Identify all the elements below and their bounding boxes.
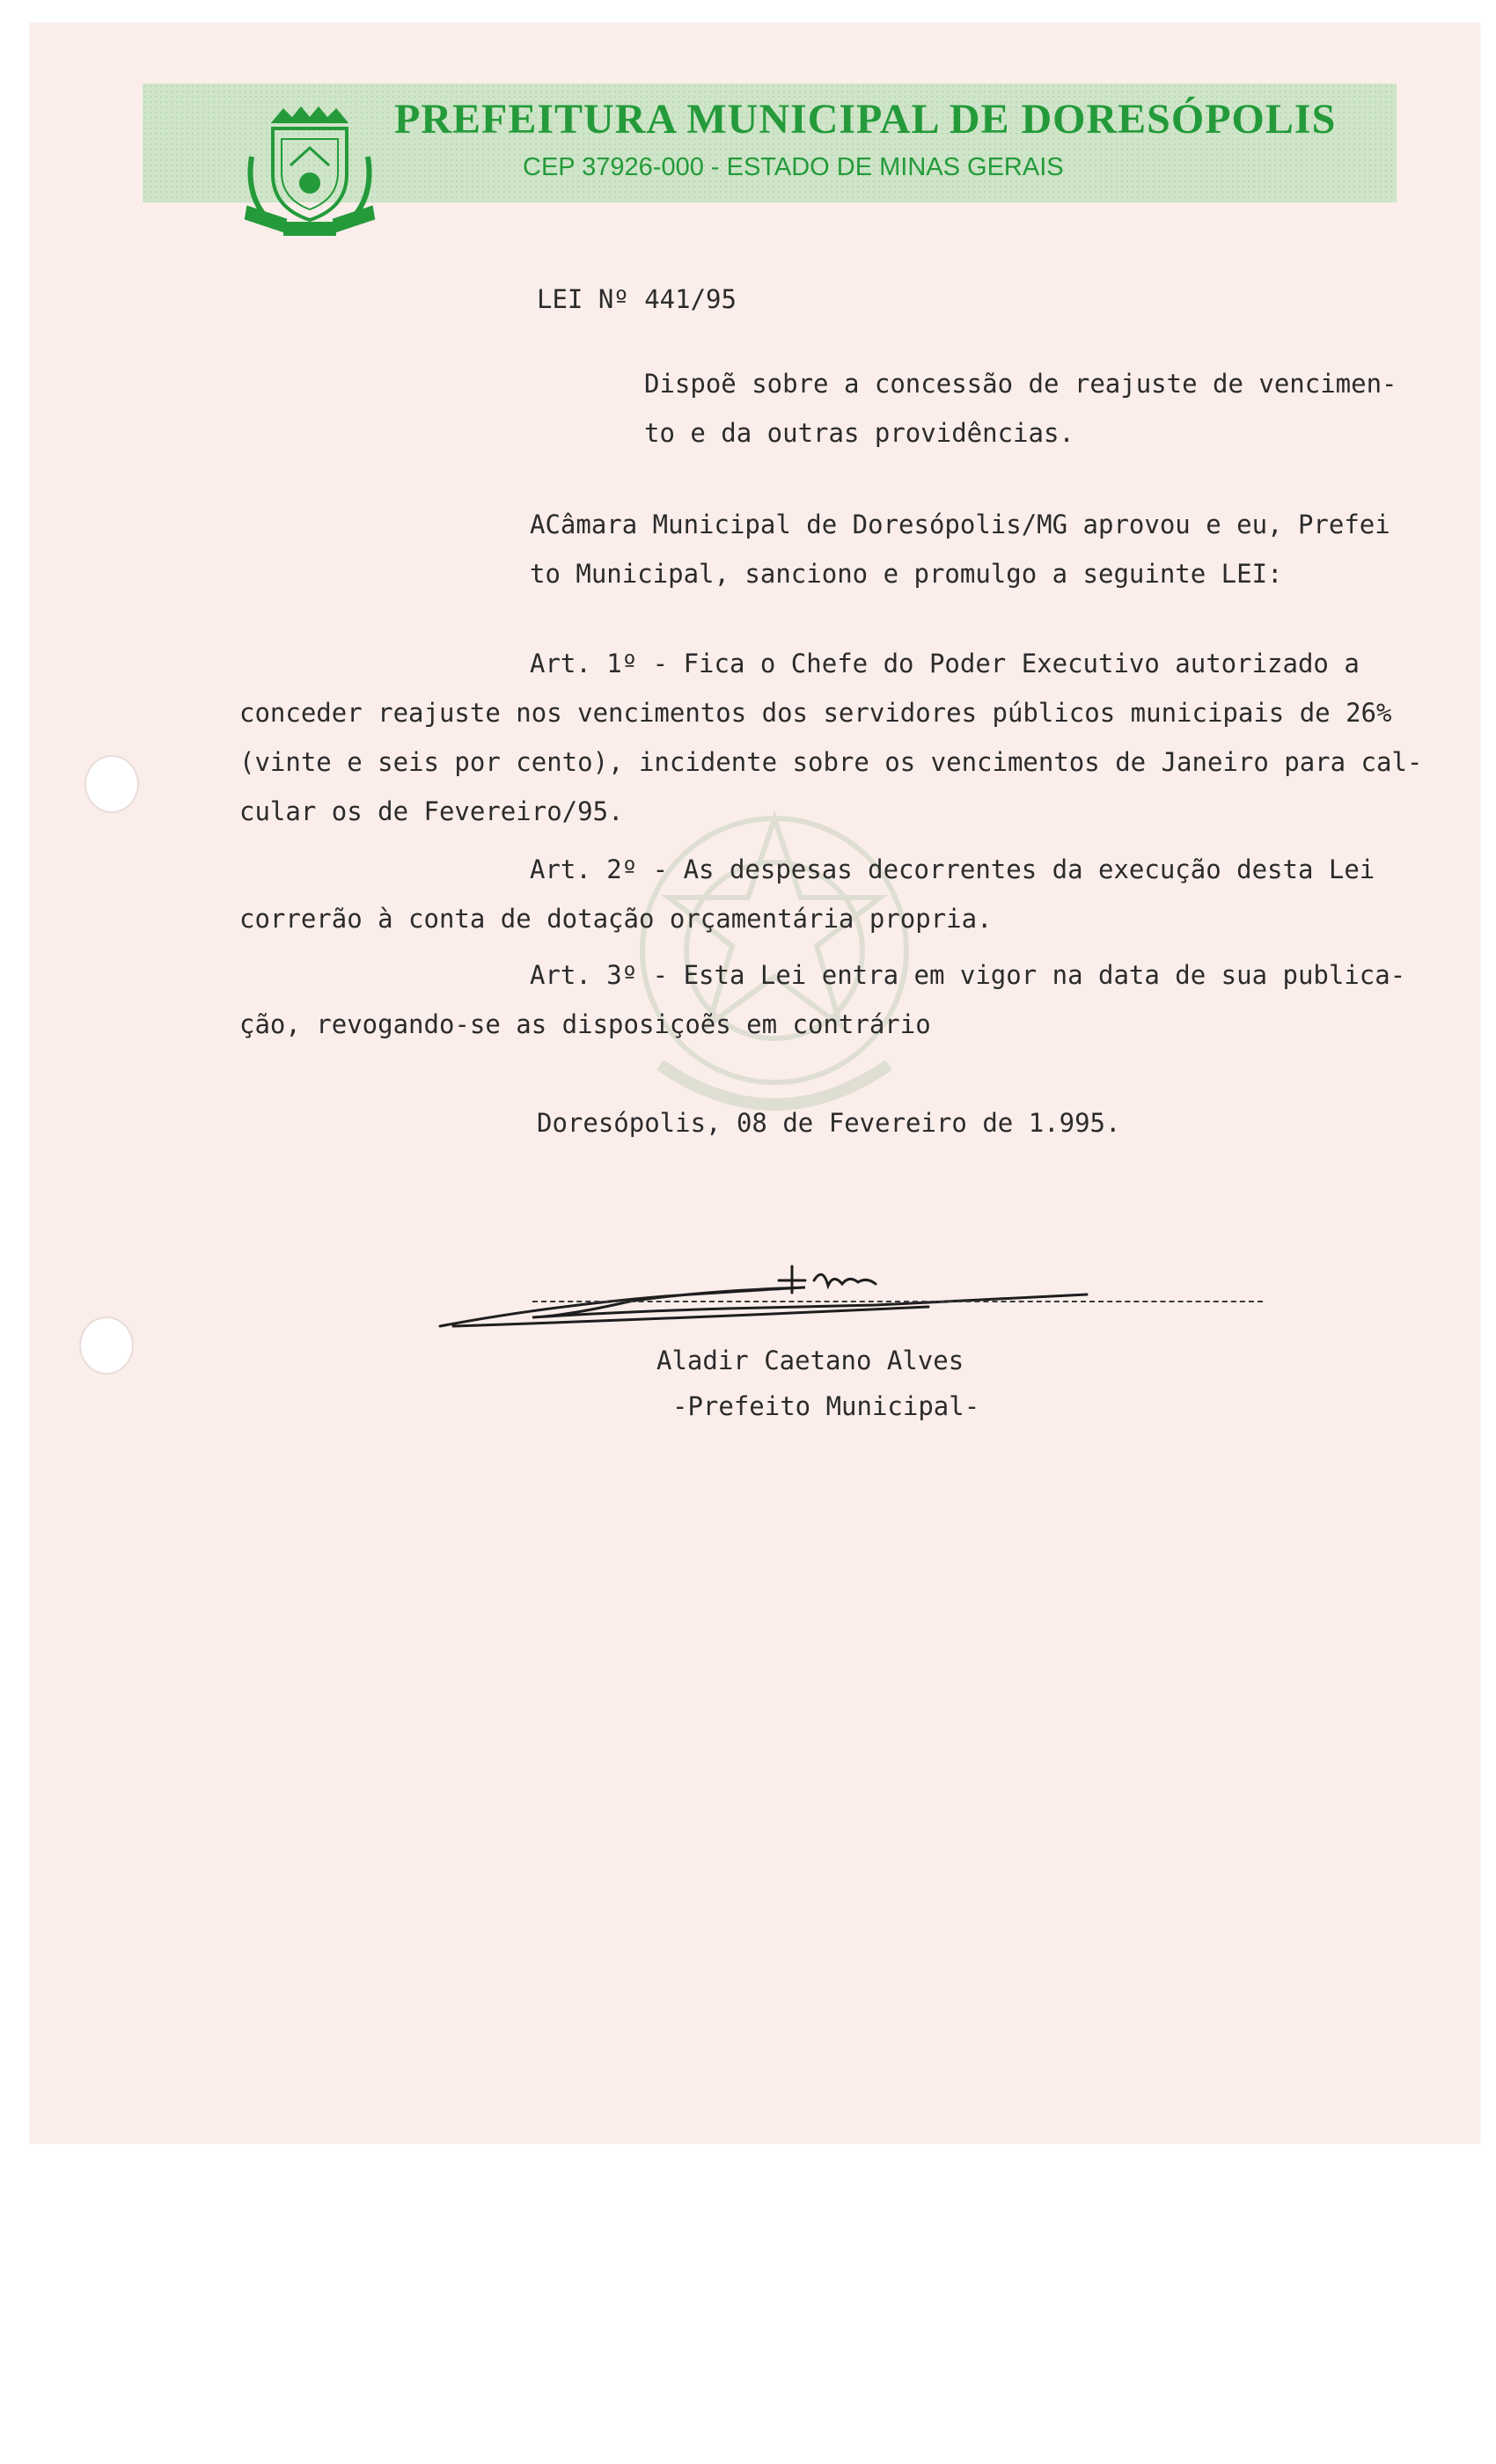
- article-2: [239, 845, 1375, 943]
- signatory-name: Aladir Caetano Alves: [656, 1346, 964, 1375]
- date-line: Doresópolis, 08 de Fevereiro de 1.995.: [537, 1108, 1121, 1138]
- letterhead-title: PREFEITURA MUNICIPAL DE DORESÓPOLIS: [394, 96, 1337, 143]
- law-summary-line: Dispoẽ sobre a concessão de reajuste de vencimen-: [644, 369, 1397, 399]
- law-number: LEI Nº 441/95: [537, 284, 737, 314]
- article-line: (vinte e seis por cento), incidente sobre os vencimentos de Janeiro para cal-: [239, 747, 1423, 777]
- article-line: cular os de Fevereiro/95.: [239, 796, 624, 826]
- article-1: [239, 639, 1422, 836]
- punch-hole: [79, 1316, 134, 1375]
- article-line: Art. 1º - Fica o Chefe do Poder Executivo autorizado a: [530, 649, 1360, 678]
- signature-line: [532, 1301, 1263, 1302]
- article-line: conceder reajuste nos vencimentos dos servidores públicos municipais de 26%: [239, 698, 1392, 728]
- law-summary: [644, 359, 1397, 458]
- letterhead-subtitle: CEP 37926-000 - ESTADO DE MINAS GERAIS: [523, 153, 1064, 181]
- handwritten-signature: [436, 1254, 1272, 1333]
- article-line: Art. 2º - As despesas decorrentes da execução desta Lei: [530, 854, 1375, 884]
- municipal-crest-icon: [239, 104, 380, 238]
- preamble: [530, 500, 1390, 598]
- preamble-line: ACâmara Municipal de Doresópolis/MG aprovou e eu, Prefei: [530, 510, 1390, 539]
- signatory-role: -Prefeito Municipal-: [672, 1391, 980, 1421]
- article-3: [239, 950, 1405, 1049]
- article-line: Art. 3º - Esta Lei entra em vigor na data de sua publica-: [530, 960, 1406, 990]
- punch-hole: [84, 755, 139, 813]
- article-line: correrão à conta de dotação orçamentária propria.: [239, 904, 993, 934]
- law-summary-line: to e da outras providências.: [644, 418, 1074, 448]
- preamble-line: to Municipal, sanciono e promulgo a seguinte LEI:: [530, 559, 1283, 589]
- article-line: ção, revogando-se as disposiçoẽs em contrário: [239, 1009, 931, 1039]
